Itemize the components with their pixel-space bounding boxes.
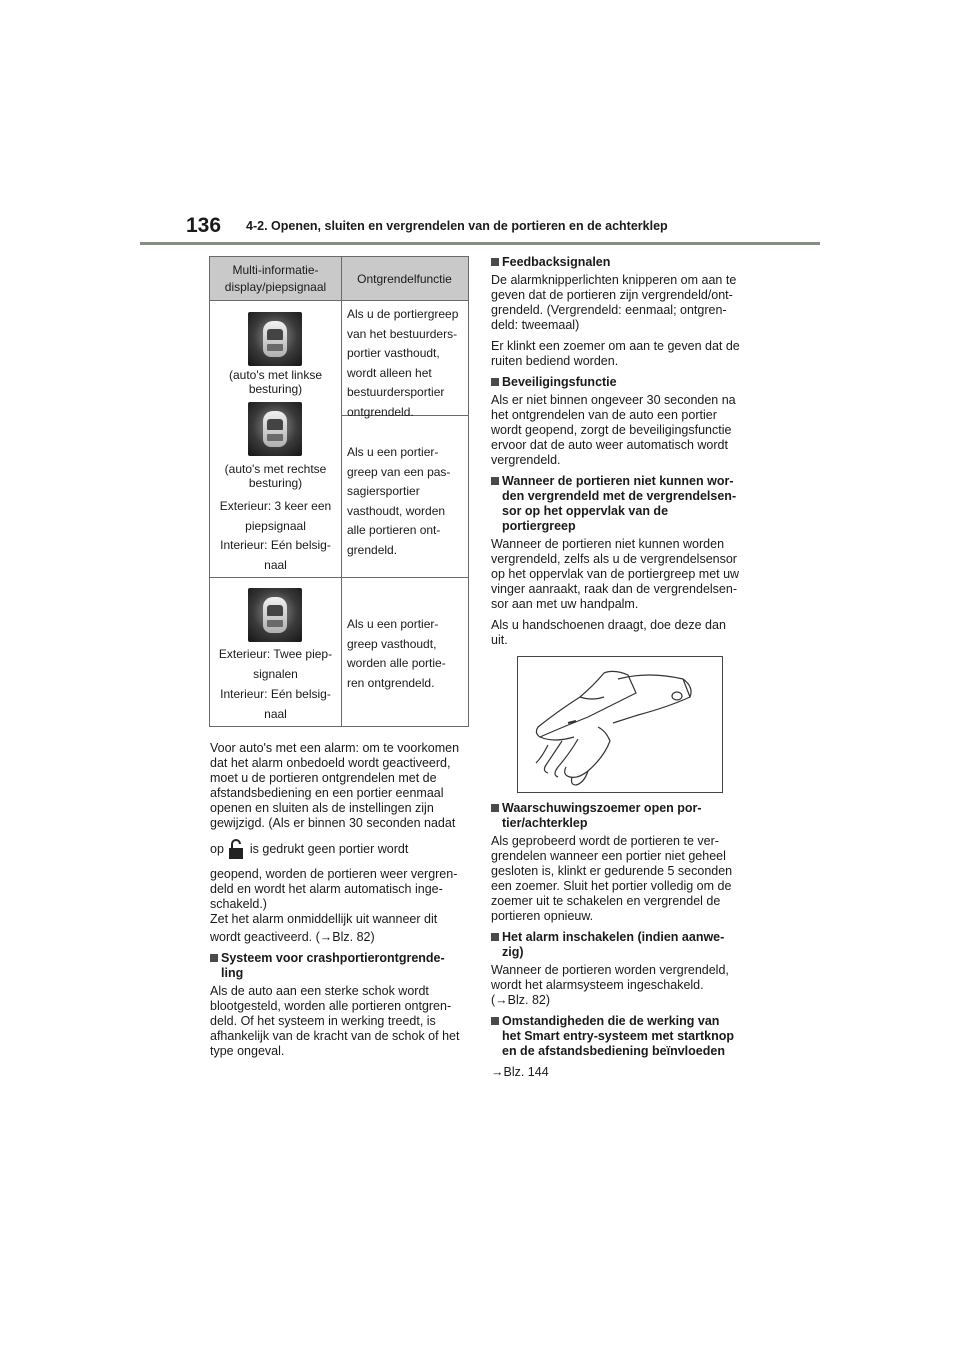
bullet-square-icon — [491, 258, 502, 270]
function-all-doors: Als u een portier- greep vasthoudt, worden alle portie- ren ontgrendeld. — [347, 617, 446, 690]
col2-header: Ontgrendelfunctie — [357, 271, 452, 286]
heading-crash-unlock: Systeem voor crashportierontgrende- ling — [210, 951, 472, 981]
heading-circumstances: Omstandigheden die de werking van het Smart entry-systeem met startknop en de afstandsbediening beïnvloeden — [491, 1014, 753, 1059]
unlock-icon — [228, 839, 244, 859]
header-rule — [140, 242, 820, 245]
function-passenger-door: Als u een portier- greep van een pas- sagiersportier vasthoudt, worden alle portieren ont- grendeld. — [347, 445, 451, 557]
alarm-set-paragraph: Wanneer de portieren worden vergrendeld, wordt het alarmsysteem ingeschakeld. (→Blz. 82) — [491, 963, 729, 1007]
heading-no-lock: Wanneer de portieren niet kunnen wor- den vergrendeld met de vergrendelsen- sor op het oppervlak van de portiergreep — [491, 474, 753, 534]
page-number: 136 — [186, 214, 222, 237]
heading-buzzer: Waarschuwingszoemer open por- tier/achterklep — [491, 801, 753, 831]
car-door-handle-icon — [248, 312, 302, 366]
feedback-paragraph-2: Er klinkt een zoemer om aan te geven dat de ruiten bediend worden. — [491, 339, 740, 368]
feedback-paragraph-1: De alarmknipperlichten knipperen om aan te geven dat de portieren zijn vergrendeld/ont- grendeld. (Vergrendeld: eenmaal; ontgren- deld: tweemaal) — [491, 273, 737, 332]
right-column-bottom — [491, 801, 753, 1086]
bullet-square-icon — [491, 1017, 502, 1059]
heading-feedback: Feedbacksignalen — [491, 255, 753, 270]
row-divider — [210, 577, 468, 578]
interior-signal-2: Interieur: Eén belsig- naal — [220, 687, 331, 721]
bullet-square-icon — [210, 954, 221, 981]
bullet-square-icon — [491, 804, 502, 831]
caption-lhd: (auto's met linkse besturing) — [229, 368, 322, 396]
buzzer-paragraph: Als geprobeerd wordt de portieren te ver- grendelen wanneer een portier niet geheel gesloten is, klinkt er gedurende 5 seconden een zoemer. Sluit het portier volledig om de zoemer uit te schakelen en vergrendel de portieren opnieuw. — [491, 834, 733, 923]
heading-alarm: Het alarm inschakelen (indien aanwe- zig) — [491, 930, 753, 960]
no-lock-paragraph-2: Als u handschoenen draagt, doe deze dan uit. — [491, 618, 726, 647]
left-column — [210, 741, 472, 1065]
right-column-top — [491, 255, 753, 654]
crash-unlock-paragraph: Als de auto aan een sterke schok wordt blootgesteld, worden alle portieren ontgren- deld. Of het systeem in werking treedt, is afhankelijk van de kracht van de schok of het type ongeval. — [210, 984, 460, 1058]
page-reference-link[interactable]: →Blz. 144 — [491, 1065, 549, 1079]
heading-security: Beveiligingsfunctie — [491, 375, 753, 390]
bullet-square-icon — [491, 477, 502, 534]
car-door-handle-icon — [248, 588, 302, 642]
gloved-hand-door-handle-illustration — [517, 656, 723, 793]
interior-signal: Interieur: Eén belsig- naal — [220, 538, 331, 572]
alarm-paragraph: Voor auto's met een alarm: om te voorkomen dat het alarm onbedoeld wordt geactiveerd, moet u de portieren ontgrendelen met de afstandsbediening en een portier eenmaal openen en sluiten als de instellingen zijn gewijzigd. (Als er binnen 30 seconden nadat op is gedrukt geen portier wordt geopend, worden de portieren weer vergren- deld en wordt het alarm automatisch inge- schakeld.) Zet het alarm onmiddellijk uit wanneer dit wordt geactiveerd. (→Blz. 82) — [210, 741, 460, 944]
chapter-title: 4-2. Openen, sluiten en vergrendelen van de portieren en de achterklep — [246, 219, 668, 233]
bullet-square-icon — [491, 933, 502, 960]
exterior-signal: Exterieur: 3 keer een piepsignaal — [219, 499, 332, 533]
table-header — [210, 257, 468, 301]
col1-header: Multi-informatie- display/piepsignaal — [224, 262, 327, 294]
unlock-function-table — [209, 256, 469, 727]
no-lock-paragraph-1: Wanneer de portieren niet kunnen worden vergrendeld, zelfs als u de vergrendelsensor op het oppervlak van de portiergreep met uw vinger aanraakt, raak dan de vergrendelsen- sor aan met uw handpalm. — [491, 537, 740, 611]
exterior-signal-2: Exterieur: Twee piep- signalen — [218, 647, 333, 681]
car-door-handle-icon — [248, 402, 302, 456]
caption-rhd: (auto's met rechtse besturing) — [224, 462, 327, 490]
function-driver-door: Als u de portiergreep van het bestuurders- portier vasthoudt, wordt alleen het bestuurdersportier ontgrendeld. — [347, 307, 459, 419]
bullet-square-icon — [491, 378, 502, 390]
security-paragraph: Als er niet binnen ongeveer 30 seconden na het ontgrendelen van de auto een portier wordt geopend, zorgt de beveiligingsfunctie ervoor dat de auto weer automatisch wordt vergrendeld. — [491, 393, 736, 467]
